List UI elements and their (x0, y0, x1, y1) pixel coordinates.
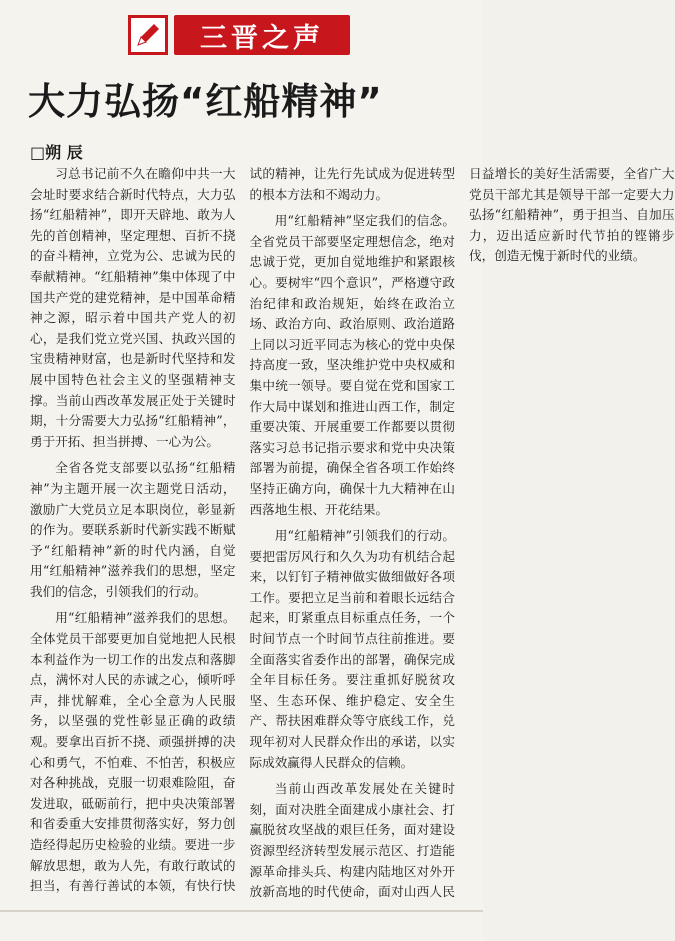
column-name: 三晋之声 (174, 15, 350, 55)
paragraph: 用“红船精神”坚定我们的信念。全省党员干部要坚定理想信念，绝对忠诚于党，更加自觉地维护和紧跟核心。要树牢“四个意识”，严格遵守政治纪律和政治规矩，始终在政治立场、政治方向、政治原则、政治道路上同以习近平同志为核心的党中央保持高度一致，坚决维护党中央权威和集中统一领导。要自觉在党和国家工作大局中谋划和推进山西工作，制定重要决策、开展重要工作都要以贯彻落实习总书记指示要求和党中央决策部署为前提，确保全省各项工作始终坚持正确方向，确保十九大精神在山西落地生根、开花结果。 (249, 213, 455, 517)
paragraph: 用“红船精神”引领我们的行动。要把雷厉风行和久久为功有机结合起来，以钉钉子精神做实做细做好各项工作。要把立足当前和着眼长远结合起来，盯紧重点目标重点任务，一个时间节点一个时间节点往前推进。要全面落实省委作出的部署，确保完成全年目标任务。要注重抓好脱贫攻坚、生态环保、维护稳定、安全生产、帮扶困难群众等守底线工作，兑现年初对人民群众作出的承诺，以实际成效赢得人民群众的信赖。 (249, 528, 455, 770)
paragraph: 全省各党支部要以弘扬“红船精神”为主题开展一次主题党日活动，激励广大党员立足本职岗位，彰显新的作为。要联系新时代新实践不断赋予“红船精神”新的时代内涵，自觉用“红船精神”滋养我们的思想，坚定我们的信念，引领我们的行动。 (30, 460, 236, 599)
bottom-divider (0, 910, 483, 912)
paragraph: 当前山西改革发展处在关键时刻，面对决胜全面建成小康社会、打赢脱贫攻坚战的艰巨任务，面对建设资源型经济转型发展示范区、打造能源革命排头兵、构建内陆地区对外开放新高地的时代使命，面对山西人民日益增长的美好生活需要，全省广大党员干部尤其是领导干部一定要大力弘扬“红船精神”，勇于担当、自加压力，迈出适应新时代节拍的铿锵步伐，创造无愧于新时代的业绩。 (249, 166, 675, 900)
article-title: 大力弘扬“红船精神” (28, 80, 383, 123)
paragraph: 习总书记前不久在瞻仰中共一大会址时要求结合新时代特点，大力弘扬“红船精神”，即开天辟地、敢为人先的首创精神，坚定理想、百折不挠的奋斗精神，立党为公、忠诚为民的奉献精神。“红船精神”集中体现了中国共产党的建党精神，是中国革命精神之源，昭示着中国共产党人的初心，是我们党立党兴国、执政兴国的宝贵精神财富，也是新时代坚持和发展中国特色社会主义的坚强精神支撑。当前山西改革发展正处于关键时期，十分需要大力弘扬“红船精神”，勇于开拓、担当拼搏、一心为公。 (30, 166, 236, 449)
column-banner (128, 12, 350, 58)
article-author: □朔 辰 (30, 143, 83, 162)
paragraph: 用“红船精神”滋养我们的思想。全体党员干部要更加自觉地把人民根本利益作为一切工作的出发点和落脚点，满怀对人民的赤诚之心，倾听呼声，排忧解难，全心全意为人民服务，以坚强的党性彰显正确的政绩观。要拿出百折不挠、顽强拼搏的决心和勇气，不怕难、不怕苦，积极应对各种挑战，克服一切艰难险阻，奋发进取，砥砺前行，把中央决策部署和省委重大安排贯彻落实好，努力创造经得起历史检验的业绩。要进一步解放思想，敢为人先，有敢行敢试的担当，有善行善试的本领，有快行快试的精神，让先行先试成为促进转型的根本方法和不竭动力。 (30, 166, 455, 894)
pen-icon (128, 15, 168, 55)
article-body (30, 134, 675, 904)
